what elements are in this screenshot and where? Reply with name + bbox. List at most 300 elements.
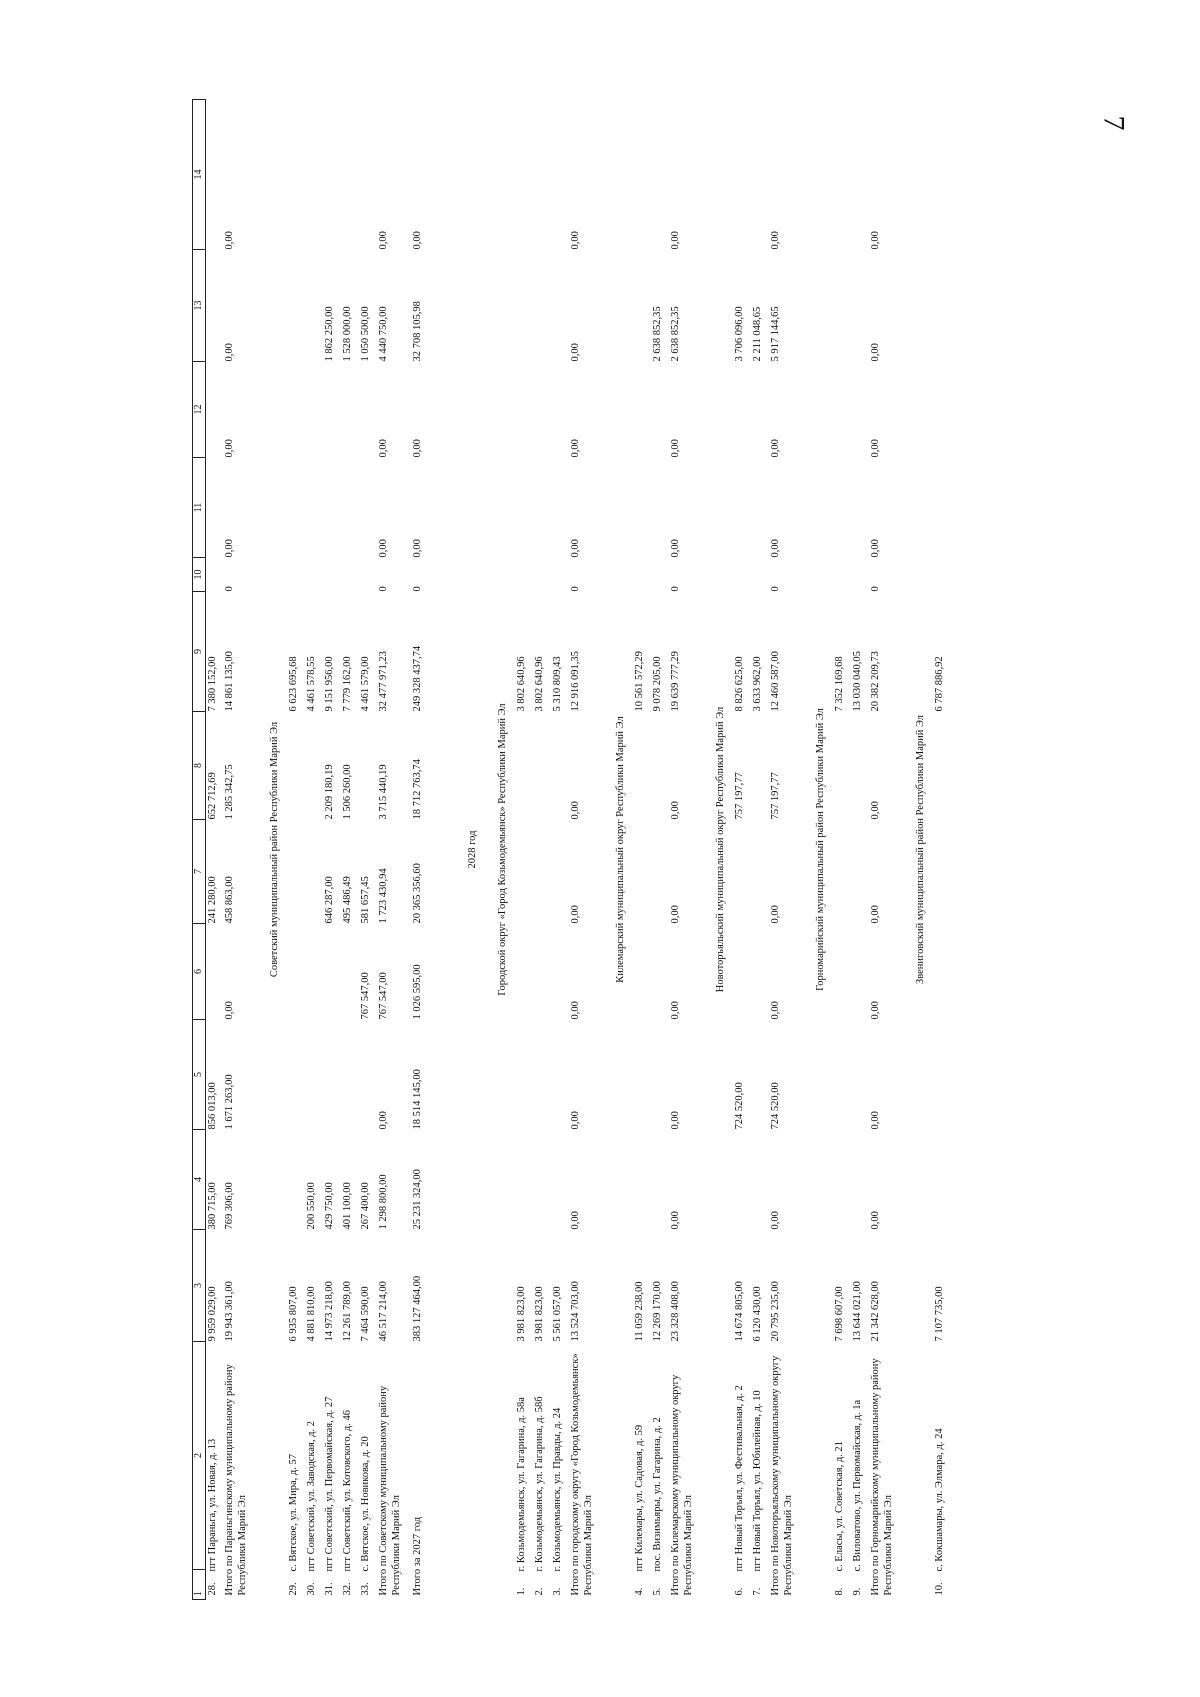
table-row xyxy=(651,100,669,1600)
address-cell xyxy=(377,1342,411,1600)
value-cell-c14: 0,00 xyxy=(570,231,582,250)
value-cell-c14 xyxy=(515,100,533,250)
row-number: 4. xyxy=(634,1587,646,1596)
value-cell-c6: 767 547,00 xyxy=(378,972,390,1020)
address-cell xyxy=(341,1342,359,1600)
value-cell-c13 xyxy=(305,250,323,362)
value-cell-c4: 401 100,00 xyxy=(342,1182,354,1230)
address-cell xyxy=(359,1342,377,1600)
value-cell-c7 xyxy=(751,820,769,924)
value-cell-c9: 3 802 640,96 xyxy=(534,656,546,712)
value-cell-c12: 0,00 xyxy=(412,439,424,458)
value-cell-c13: 4 440 750,00 xyxy=(378,306,390,362)
table-row xyxy=(833,100,851,1600)
value-cell-c10: 0 xyxy=(770,586,782,592)
address-cell xyxy=(223,1342,257,1600)
value-cell-c3: 19 943 361,00 xyxy=(224,1281,236,1342)
value-cell-c7: 458 863,00 xyxy=(224,876,236,924)
value-cell-c14 xyxy=(305,100,323,250)
address-cell xyxy=(305,1342,323,1600)
column-header: 13 xyxy=(193,250,206,362)
value-cell-c3: 13 644 021,00 xyxy=(852,1281,864,1342)
value-cell-c9: 7 779 162,00 xyxy=(342,656,354,712)
value-cell-c10 xyxy=(833,558,851,592)
address-cell xyxy=(411,1342,455,1600)
value-cell-c9: 249 328 437,74 xyxy=(412,645,424,712)
value-cell-c5 xyxy=(651,1020,669,1130)
row-label: Итого по Новоторъяльскому муниципальному округу Республики Марий Эл xyxy=(770,1355,794,1596)
value-cell-c3: 12 261 789,00 xyxy=(342,1281,354,1342)
subtotal-row xyxy=(377,100,411,1600)
table-row xyxy=(515,100,533,1600)
column-header: 11 xyxy=(193,458,206,558)
value-cell-c12 xyxy=(533,362,551,458)
value-cell-c7: 20 365 356,60 xyxy=(412,863,424,924)
value-cell-c5 xyxy=(851,1020,869,1130)
value-cell-c5: 0,00 xyxy=(378,1111,390,1130)
value-cell-c5 xyxy=(833,1020,851,1130)
value-cell-c5: 724 520,00 xyxy=(770,1082,782,1130)
address-cell xyxy=(769,1342,803,1600)
column-header: 4 xyxy=(193,1130,206,1230)
value-cell-c10 xyxy=(287,558,305,592)
value-cell-c6 xyxy=(287,924,305,1020)
column-header: 8 xyxy=(193,712,206,820)
column-header: 12 xyxy=(193,362,206,458)
address-cell xyxy=(869,1342,903,1600)
row-label: пгт Новый Торъял, ул. Фестивальная, д. 2 xyxy=(734,1385,746,1572)
value-cell-c10 xyxy=(305,558,323,592)
value-cell-c11 xyxy=(751,458,769,558)
value-cell-c14 xyxy=(341,100,359,250)
column-header: 3 xyxy=(193,1230,206,1342)
value-cell-c12 xyxy=(833,362,851,458)
value-cell-c14 xyxy=(851,100,869,250)
value-cell-c3: 14 674 805,00 xyxy=(734,1281,746,1342)
value-cell-c11 xyxy=(733,458,751,558)
value-cell-c4 xyxy=(651,1130,669,1230)
table-body xyxy=(205,100,951,1600)
value-cell-c8 xyxy=(751,712,769,820)
value-cell-c11 xyxy=(851,458,869,558)
value-cell-c13: 3 706 096,00 xyxy=(734,306,746,362)
value-cell-c6 xyxy=(551,924,569,1020)
address-cell xyxy=(633,1342,651,1600)
section-heading: Горномарийский муниципальный район Республики Марий Эл xyxy=(814,708,826,991)
value-cell-c11: 0,00 xyxy=(670,539,682,558)
value-cell-c5 xyxy=(551,1020,569,1130)
subtotal-row xyxy=(569,100,603,1600)
value-cell-c5 xyxy=(305,1020,323,1130)
value-cell-c12: 0,00 xyxy=(378,439,390,458)
value-cell-c12: 0,00 xyxy=(224,439,236,458)
section-heading-row xyxy=(485,100,515,1600)
value-cell-c14: 0,00 xyxy=(412,231,424,250)
value-cell-c8 xyxy=(515,712,533,820)
value-cell-c7 xyxy=(305,820,323,924)
value-cell-c3: 7 698 607,00 xyxy=(834,1286,846,1342)
value-cell-c4: 0,00 xyxy=(870,1211,882,1230)
value-cell-c14 xyxy=(323,100,341,250)
value-cell-c12: 0,00 xyxy=(870,439,882,458)
section-heading-row xyxy=(603,100,633,1600)
address-cell xyxy=(287,1342,305,1600)
value-cell-c6: 767 547,00 xyxy=(360,972,372,1020)
section-heading: Звениговский муниципальный район Республики Марий Эл xyxy=(914,714,926,985)
value-cell-c3: 23 328 408,00 xyxy=(670,1281,682,1342)
value-cell-c6 xyxy=(751,924,769,1020)
value-cell-c9: 4 461 579,00 xyxy=(360,656,372,712)
column-header: 10 xyxy=(193,558,206,592)
row-label: пгт Советский, ул. Первомайская, д. 27 xyxy=(324,1396,336,1572)
value-cell-c6 xyxy=(833,924,851,1020)
row-label: г. Козьмодемьянск, ул. Гагарина, д. 58б xyxy=(534,1396,546,1572)
value-cell-c11 xyxy=(205,458,223,558)
value-cell-c7 xyxy=(833,820,851,924)
value-cell-c4: 429 750,00 xyxy=(324,1182,336,1230)
value-cell-c4: 267 400,00 xyxy=(360,1182,372,1230)
value-cell-c6 xyxy=(515,924,533,1020)
value-cell-c8: 2 209 180,19 xyxy=(324,764,336,820)
value-cell-c5: 856 013,00 xyxy=(206,1082,218,1130)
capital-repair-table xyxy=(192,99,951,1600)
table-row xyxy=(733,100,751,1600)
value-cell-c13 xyxy=(287,250,305,362)
value-cell-c10 xyxy=(751,558,769,592)
value-cell-c8 xyxy=(633,712,651,820)
value-cell-c4 xyxy=(533,1130,551,1230)
value-cell-c7 xyxy=(633,820,651,924)
value-cell-c8 xyxy=(833,712,851,820)
value-cell-c14 xyxy=(205,100,223,250)
section-heading-row xyxy=(257,100,287,1600)
value-cell-c13 xyxy=(515,250,533,362)
value-cell-c9: 9 078 205,00 xyxy=(652,656,664,712)
row-number: 7. xyxy=(752,1587,764,1596)
value-cell-c8: 0,00 xyxy=(670,801,682,820)
value-cell-c13: 1 050 500,00 xyxy=(360,306,372,362)
value-cell-c11 xyxy=(341,458,359,558)
value-cell-c10: 0 xyxy=(670,586,682,592)
value-cell-c10: 0 xyxy=(570,586,582,592)
value-cell-c12: 0,00 xyxy=(770,439,782,458)
value-cell-c8: 757 197,77 xyxy=(770,772,782,820)
value-cell-c9: 12 460 587,00 xyxy=(770,651,782,712)
value-cell-c6: 0,00 xyxy=(570,1001,582,1020)
value-cell-c11: 0,00 xyxy=(870,539,882,558)
value-cell-c9: 7 352 169,68 xyxy=(834,656,846,712)
value-cell-c6: 1 026 595,00 xyxy=(412,964,424,1020)
row-label: г. Козьмодемьянск, ул. Гагарина, д. 58а xyxy=(516,1397,528,1572)
row-number: 30. xyxy=(306,1582,318,1596)
value-cell-c5: 0,00 xyxy=(870,1111,882,1130)
value-cell-c13 xyxy=(551,250,569,362)
value-cell-c11 xyxy=(305,458,323,558)
value-cell-c6: 0,00 xyxy=(870,1001,882,1020)
value-cell-c6 xyxy=(305,924,323,1020)
address-cell xyxy=(551,1342,569,1600)
value-cell-c12 xyxy=(359,362,377,458)
table-row xyxy=(287,100,305,1600)
address-cell xyxy=(833,1342,851,1600)
value-cell-c8: 652 712,69 xyxy=(206,772,218,820)
value-cell-c14: 0,00 xyxy=(870,231,882,250)
value-cell-c3: 14 973 218,00 xyxy=(324,1281,336,1342)
value-cell-c13 xyxy=(833,250,851,362)
row-label: с. Виловатово, ул. Первомайская, д. 1а xyxy=(852,1399,864,1572)
value-cell-c6 xyxy=(933,924,951,1020)
value-cell-c11: 0,00 xyxy=(378,539,390,558)
value-cell-c12 xyxy=(515,362,533,458)
value-cell-c11 xyxy=(323,458,341,558)
value-cell-c5: 0,00 xyxy=(570,1111,582,1130)
value-cell-c5 xyxy=(933,1020,951,1130)
value-cell-c9: 8 826 625,00 xyxy=(734,656,746,712)
value-cell-c5: 0,00 xyxy=(670,1111,682,1130)
value-cell-c11 xyxy=(933,458,951,558)
value-cell-c4: 380 715,00 xyxy=(206,1182,218,1230)
address-cell xyxy=(323,1342,341,1600)
value-cell-c6 xyxy=(341,924,359,1020)
value-cell-c3: 12 269 170,00 xyxy=(652,1281,664,1342)
value-cell-c14 xyxy=(651,100,669,250)
value-cell-c8 xyxy=(651,712,669,820)
address-cell xyxy=(533,1342,551,1600)
value-cell-c8 xyxy=(933,712,951,820)
value-cell-c12 xyxy=(287,362,305,458)
value-cell-c14 xyxy=(359,100,377,250)
value-cell-c7 xyxy=(533,820,551,924)
table-row xyxy=(533,100,551,1600)
value-cell-c9: 3 802 640,96 xyxy=(516,656,528,712)
value-cell-c6: 0,00 xyxy=(670,1001,682,1020)
value-cell-c7 xyxy=(933,820,951,924)
value-cell-c12 xyxy=(633,362,651,458)
address-cell xyxy=(751,1342,769,1600)
row-number: 6. xyxy=(734,1587,746,1596)
value-cell-c6 xyxy=(205,924,223,1020)
value-cell-c12 xyxy=(851,362,869,458)
value-cell-c7 xyxy=(733,820,751,924)
value-cell-c6: 0,00 xyxy=(224,1001,236,1020)
table-row xyxy=(205,100,223,1600)
value-cell-c5 xyxy=(751,1020,769,1130)
value-cell-c5: 18 514 145,00 xyxy=(412,1069,424,1130)
value-cell-c4 xyxy=(551,1130,569,1230)
value-cell-c11 xyxy=(359,458,377,558)
value-cell-c9: 6 623 695,68 xyxy=(288,656,300,712)
value-cell-c5 xyxy=(323,1020,341,1130)
value-cell-c10 xyxy=(323,558,341,592)
address-cell xyxy=(733,1342,751,1600)
value-cell-c5: 724 520,00 xyxy=(734,1082,746,1130)
value-cell-c3: 20 795 235,00 xyxy=(770,1281,782,1342)
value-cell-c13 xyxy=(633,250,651,362)
row-label: пос. Визимьяры, ул. Гагарина, д. 2 xyxy=(652,1417,664,1572)
value-cell-c8: 18 712 763,74 xyxy=(412,759,424,820)
value-cell-c5 xyxy=(287,1020,305,1130)
value-cell-c3: 3 981 823,00 xyxy=(516,1286,528,1342)
value-cell-c7 xyxy=(651,820,669,924)
section-heading: Городской округ «Город Козьмодемьянск» Республики Марий Эл xyxy=(496,703,508,996)
value-cell-c9: 9 151 956,00 xyxy=(324,656,336,712)
value-cell-c7: 241 280,00 xyxy=(206,876,218,924)
value-cell-c4: 0,00 xyxy=(770,1211,782,1230)
row-number: 28. xyxy=(206,1582,218,1596)
row-label: с. Кокшамары, ул. Элмара, д. 24 xyxy=(934,1428,946,1572)
row-label: пгт Новый Торъял, ул. Юбилейная, д. 10 xyxy=(752,1390,764,1572)
value-cell-c13: 0,00 xyxy=(224,343,236,362)
value-cell-c4 xyxy=(851,1130,869,1230)
row-label: Итого за 2027 год xyxy=(412,1516,424,1596)
value-cell-c13 xyxy=(933,250,951,362)
value-cell-c14 xyxy=(533,100,551,250)
value-cell-c9: 12 916 091,35 xyxy=(570,651,582,712)
value-cell-c9: 5 310 809,43 xyxy=(552,656,564,712)
value-cell-c7 xyxy=(851,820,869,924)
value-cell-c13 xyxy=(851,250,869,362)
value-cell-c14 xyxy=(751,100,769,250)
value-cell-c4 xyxy=(833,1130,851,1230)
value-cell-c11 xyxy=(287,458,305,558)
column-number-row xyxy=(193,100,206,1600)
value-cell-c13 xyxy=(533,250,551,362)
row-number: 31. xyxy=(324,1582,336,1596)
value-cell-c7 xyxy=(515,820,533,924)
grand-total-row xyxy=(411,100,455,1600)
value-cell-c7: 495 486,49 xyxy=(342,876,354,924)
section-heading: Новоторъяльский муниципальный округ Республики Марий Эл xyxy=(714,706,726,993)
address-cell xyxy=(669,1342,703,1600)
value-cell-c14 xyxy=(551,100,569,250)
row-label: Итого по Параньгинскому муниципальному району Республики Марий Эл xyxy=(224,1364,248,1596)
row-number: 2. xyxy=(534,1587,546,1596)
value-cell-c5 xyxy=(533,1020,551,1130)
value-cell-c8: 1 285 342,75 xyxy=(224,764,236,820)
value-cell-c12 xyxy=(751,362,769,458)
value-cell-c3: 3 981 823,00 xyxy=(534,1286,546,1342)
column-header: 5 xyxy=(193,1020,206,1130)
value-cell-c10 xyxy=(733,558,751,592)
value-cell-c8: 1 506 260,00 xyxy=(342,764,354,820)
row-label: Итого по Советскому муниципальному району Республики Марий Эл xyxy=(378,1385,402,1596)
value-cell-c8 xyxy=(851,712,869,820)
value-cell-c9: 14 861 135,00 xyxy=(224,651,236,712)
value-cell-c5 xyxy=(515,1020,533,1130)
table-row xyxy=(359,100,377,1600)
value-cell-c6 xyxy=(633,924,651,1020)
value-cell-c7 xyxy=(551,820,569,924)
value-cell-c6 xyxy=(533,924,551,1020)
row-label: пгт Параньга, ул. Новая, д. 13 xyxy=(206,1438,218,1572)
table-row xyxy=(305,100,323,1600)
value-cell-c12: 0,00 xyxy=(570,439,582,458)
value-cell-c10 xyxy=(633,558,651,592)
value-cell-c12 xyxy=(933,362,951,458)
row-number: 29. xyxy=(288,1582,300,1596)
address-cell xyxy=(933,1342,951,1600)
value-cell-c3: 383 127 464,00 xyxy=(412,1275,424,1342)
column-header: 6 xyxy=(193,924,206,1020)
section-heading: Килемарский муниципальный округ Республики Марий Эл xyxy=(614,716,626,983)
value-cell-c11: 0,00 xyxy=(770,539,782,558)
value-cell-c4 xyxy=(287,1130,305,1230)
value-cell-c9: 4 461 578,55 xyxy=(306,656,318,712)
value-cell-c14: 0,00 xyxy=(770,231,782,250)
value-cell-c7: 0,00 xyxy=(770,905,782,924)
subtotal-row xyxy=(769,100,803,1600)
value-cell-c13: 2 638 852,35 xyxy=(670,306,682,362)
section-heading-row xyxy=(903,100,933,1600)
table-row xyxy=(851,100,869,1600)
value-cell-c13: 1 862 250,00 xyxy=(324,306,336,362)
value-cell-c12 xyxy=(305,362,323,458)
table-row xyxy=(341,100,359,1600)
section-heading-row xyxy=(455,100,485,1600)
value-cell-c8: 0,00 xyxy=(870,801,882,820)
value-cell-c11 xyxy=(533,458,551,558)
address-cell xyxy=(651,1342,669,1600)
value-cell-c7: 0,00 xyxy=(570,905,582,924)
row-number: 1. xyxy=(516,1587,528,1596)
value-cell-c13 xyxy=(205,250,223,362)
value-cell-c9: 32 477 971,23 xyxy=(378,651,390,712)
value-cell-c10 xyxy=(551,558,569,592)
value-cell-c11 xyxy=(515,458,533,558)
value-cell-c3: 5 561 057,00 xyxy=(552,1286,564,1342)
row-label: пгт Килемары, ул. Садовая, д. 59 xyxy=(634,1424,646,1572)
value-cell-c9: 13 030 040,05 xyxy=(852,651,864,712)
value-cell-c4 xyxy=(633,1130,651,1230)
page-number: 7 xyxy=(1097,115,1131,131)
value-cell-c11 xyxy=(633,458,651,558)
value-cell-c11: 0,00 xyxy=(412,539,424,558)
value-cell-c9: 7 380 152,00 xyxy=(206,656,218,712)
row-label: Итого по Килемарскому муниципальному округу Республики Марий Эл xyxy=(670,1374,694,1596)
value-cell-c12 xyxy=(551,362,569,458)
value-cell-c5 xyxy=(341,1020,359,1130)
rotated-table-sheet xyxy=(192,100,1014,1600)
value-cell-c12 xyxy=(205,362,223,458)
value-cell-c4: 0,00 xyxy=(570,1211,582,1230)
value-cell-c10 xyxy=(933,558,951,592)
value-cell-c3: 7 107 735,00 xyxy=(934,1286,946,1342)
value-cell-c13: 0,00 xyxy=(870,343,882,362)
row-label: пгт Советский, ул. Заводская, д. 2 xyxy=(306,1421,318,1572)
value-cell-c9: 3 633 962,00 xyxy=(752,656,764,712)
value-cell-c12 xyxy=(651,362,669,458)
value-cell-c7 xyxy=(287,820,305,924)
value-cell-c4: 769 306,00 xyxy=(224,1182,236,1230)
table-row xyxy=(323,100,341,1600)
section-heading-row xyxy=(703,100,733,1600)
section-heading-row xyxy=(803,100,833,1600)
value-cell-c5 xyxy=(359,1020,377,1130)
value-cell-c8 xyxy=(359,712,377,820)
value-cell-c9: 10 561 572,29 xyxy=(634,651,646,712)
row-label: с. Вятское, ул. Мира, д. 57 xyxy=(288,1454,300,1572)
value-cell-c6 xyxy=(851,924,869,1020)
value-cell-c11 xyxy=(651,458,669,558)
value-cell-c13: 2 638 852,35 xyxy=(652,306,664,362)
value-cell-c10 xyxy=(651,558,669,592)
row-number: 3. xyxy=(552,1587,564,1596)
value-cell-c7: 0,00 xyxy=(670,905,682,924)
value-cell-c12 xyxy=(341,362,359,458)
row-number: 33. xyxy=(360,1582,372,1596)
column-header: 9 xyxy=(193,592,206,712)
value-cell-c4: 200 550,00 xyxy=(306,1182,318,1230)
